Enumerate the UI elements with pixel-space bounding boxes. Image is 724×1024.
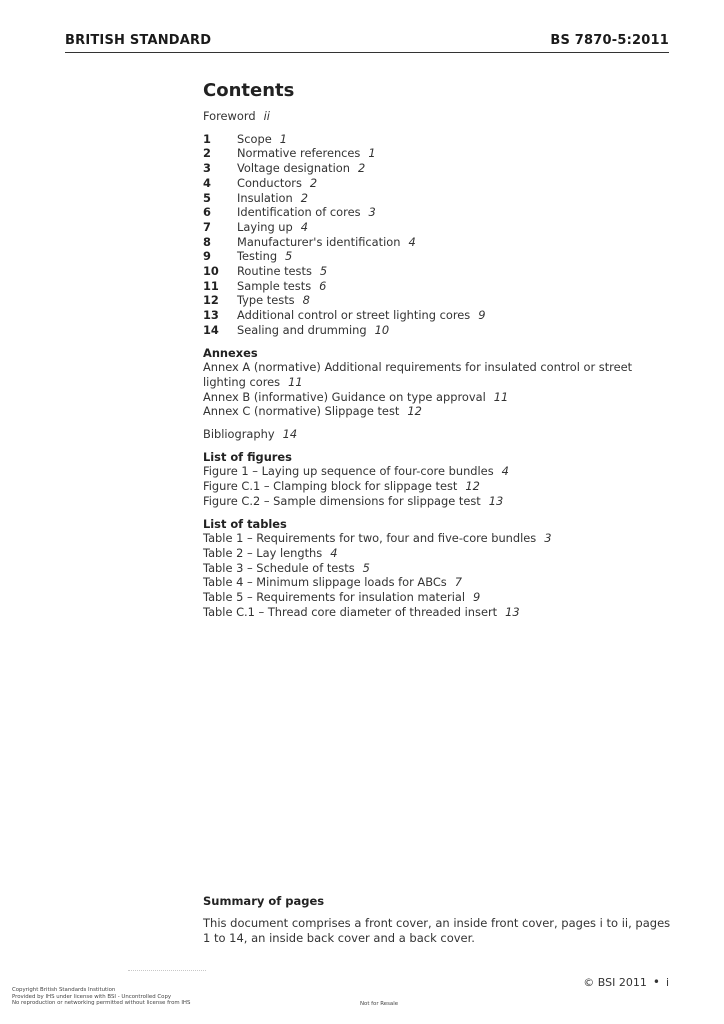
footer-copyright: © BSI 2011 <box>583 976 647 989</box>
toc-clause[interactable] <box>203 235 673 250</box>
figure-page: 13 <box>488 493 504 508</box>
toc-table[interactable] <box>203 546 673 561</box>
toc-clause[interactable] <box>203 293 673 308</box>
toc-annex[interactable] <box>203 404 673 419</box>
header-rule <box>65 52 669 53</box>
clause-label: Testing <box>237 249 278 264</box>
clause-number: 14 <box>203 322 219 337</box>
table-page: 3 <box>544 531 552 546</box>
table-page: 7 <box>454 575 462 590</box>
clause-number: 4 <box>203 175 211 190</box>
summary-of-pages <box>203 894 673 946</box>
bibliography-page: 14 <box>282 427 298 442</box>
footer-page-number: i <box>665 976 669 989</box>
clause-page: 6 <box>319 278 327 293</box>
clause-page: 4 <box>408 234 416 249</box>
clause-page: 2 <box>357 161 366 176</box>
figures-heading: List of figures <box>203 449 292 464</box>
annex-page: 11 <box>493 389 509 404</box>
clause-page: 2 <box>309 175 318 190</box>
clause-page: 9 <box>478 308 486 323</box>
legal-line: Copyright British Standards Institution <box>12 987 116 993</box>
toc-foreword[interactable] <box>203 109 673 124</box>
clause-label: Identification of cores <box>237 205 361 220</box>
figure-page: 12 <box>465 479 480 494</box>
toc-figure[interactable] <box>203 479 673 494</box>
table-label: Table 3 – Schedule of tests <box>203 560 355 575</box>
page-title: Contents <box>203 80 295 101</box>
clause-page: 5 <box>285 249 293 264</box>
clause-number: 13 <box>203 308 219 323</box>
toc-clauses <box>203 132 673 338</box>
table-label: Table C.1 – Thread core diameter of threaded insert <box>203 604 498 619</box>
annex-page: 12 <box>407 404 422 419</box>
toc-clause[interactable] <box>203 146 673 161</box>
clause-label: Laying up <box>237 219 293 234</box>
summary-body: This document comprises a front cover, an inside front cover, pages i to ii, pages 1 to 14, an inside back cover and a back cover. <box>203 916 671 945</box>
summary-heading: Summary of pages <box>203 894 325 908</box>
figure-page: 4 <box>501 464 509 479</box>
clause-number: 6 <box>203 205 211 220</box>
header-document-number: BS 7870-5:2011 <box>550 33 669 48</box>
clause-label: Voltage designation <box>237 161 350 176</box>
footer-resale-notice: Not for Resale <box>360 1001 399 1007</box>
clause-number: 3 <box>203 161 211 176</box>
clause-page: 5 <box>319 264 328 279</box>
toc-clause[interactable] <box>203 220 673 235</box>
toc-table[interactable] <box>203 605 673 620</box>
clause-number: 1 <box>203 131 211 146</box>
clause-number: 7 <box>203 219 211 234</box>
clause-label: Manufacturer's identification <box>237 234 401 249</box>
clause-page: 1 <box>279 131 287 146</box>
toc-annex[interactable] <box>203 360 673 389</box>
figure-label: Figure 1 – Laying up sequence of four-core bundles <box>203 464 494 479</box>
toc-page: ii <box>263 109 270 123</box>
annex-label: Annex A (normative) Additional requirements for insulated control or street lighting cores <box>203 360 633 389</box>
table-label: Table 1 – Requirements for two, four and five-core bundles <box>203 531 537 546</box>
toc-figure[interactable] <box>203 494 673 509</box>
clause-number: 10 <box>203 264 219 279</box>
footer-dotted-divider <box>128 970 206 971</box>
table-page: 13 <box>505 604 520 619</box>
clause-page: 1 <box>368 146 376 161</box>
table-page: 5 <box>362 560 370 575</box>
clause-page: 4 <box>300 219 309 234</box>
clause-number: 2 <box>203 146 211 161</box>
toc-clause[interactable] <box>203 249 673 264</box>
clause-page: 8 <box>302 293 310 308</box>
clause-number: 11 <box>203 278 219 293</box>
annex-label: Annex B (informative) Guidance on type approval <box>203 389 486 404</box>
toc-clause[interactable] <box>203 308 673 323</box>
table-page: 4 <box>330 545 338 560</box>
toc-label: Foreword <box>203 109 256 123</box>
table-page: 9 <box>473 590 481 605</box>
clause-label: Insulation <box>237 190 293 205</box>
toc-clause[interactable] <box>203 132 673 147</box>
clause-number: 5 <box>203 190 211 205</box>
figure-label: Figure C.1 – Clamping block for slippage test <box>203 479 458 494</box>
clause-number: 12 <box>203 293 219 308</box>
clause-number: 8 <box>203 234 211 249</box>
clause-label: Normative references <box>237 146 361 161</box>
toc-table[interactable] <box>203 590 673 605</box>
table-label: Table 4 – Minimum slippage loads for ABCs <box>203 575 447 590</box>
bullet-icon: • <box>652 975 660 989</box>
contents-section <box>203 80 673 620</box>
clause-page: 2 <box>300 190 308 205</box>
toc-bibliography[interactable] <box>203 427 673 442</box>
clause-page: 3 <box>368 205 376 220</box>
bibliography-label: Bibliography <box>203 427 275 442</box>
clause-label: Additional control or street lighting cores <box>237 308 471 323</box>
toc-clause[interactable] <box>203 264 673 279</box>
toc-figure[interactable] <box>203 464 673 479</box>
clause-label: Sample tests <box>237 278 312 293</box>
tables-heading: List of tables <box>203 516 287 531</box>
toc-clause[interactable] <box>203 176 673 191</box>
toc-table[interactable] <box>203 561 673 576</box>
annex-label: Annex C (normative) Slippage test <box>203 404 400 419</box>
clause-label: Conductors <box>237 175 302 190</box>
clause-label: Routine tests <box>237 264 312 279</box>
toc-table[interactable] <box>203 575 673 590</box>
table-label: Table 2 – Lay lengths <box>203 545 323 560</box>
toc-table[interactable] <box>203 531 673 546</box>
toc-clause[interactable] <box>203 191 673 206</box>
toc-annex[interactable] <box>203 390 673 405</box>
annex-page: 11 <box>288 374 303 389</box>
figure-label: Figure C.2 – Sample dimensions for slippage test <box>203 493 481 508</box>
clause-page: 10 <box>374 322 390 337</box>
legal-line: Provided by IHS under license with BSI - Uncontrolled Copy <box>12 993 172 1000</box>
clause-label: Scope <box>237 131 272 146</box>
toc-clause[interactable] <box>203 161 673 176</box>
toc-clause[interactable] <box>203 205 673 220</box>
toc-clause[interactable] <box>203 279 673 294</box>
legal-line: No reproduction or networking permitted without license from IHS <box>12 1000 191 1007</box>
header-standard-label: BRITISH STANDARD <box>65 33 212 48</box>
clause-number: 9 <box>203 249 211 264</box>
annexes-heading: Annexes <box>203 345 258 360</box>
footer-legal-notice <box>12 987 190 1007</box>
clause-label: Type tests <box>237 293 295 308</box>
clause-label: Sealing and drumming <box>237 322 367 337</box>
toc-clause[interactable] <box>203 323 673 338</box>
table-label: Table 5 – Requirements for insulation material <box>203 590 466 605</box>
footer-page-info <box>583 975 669 989</box>
